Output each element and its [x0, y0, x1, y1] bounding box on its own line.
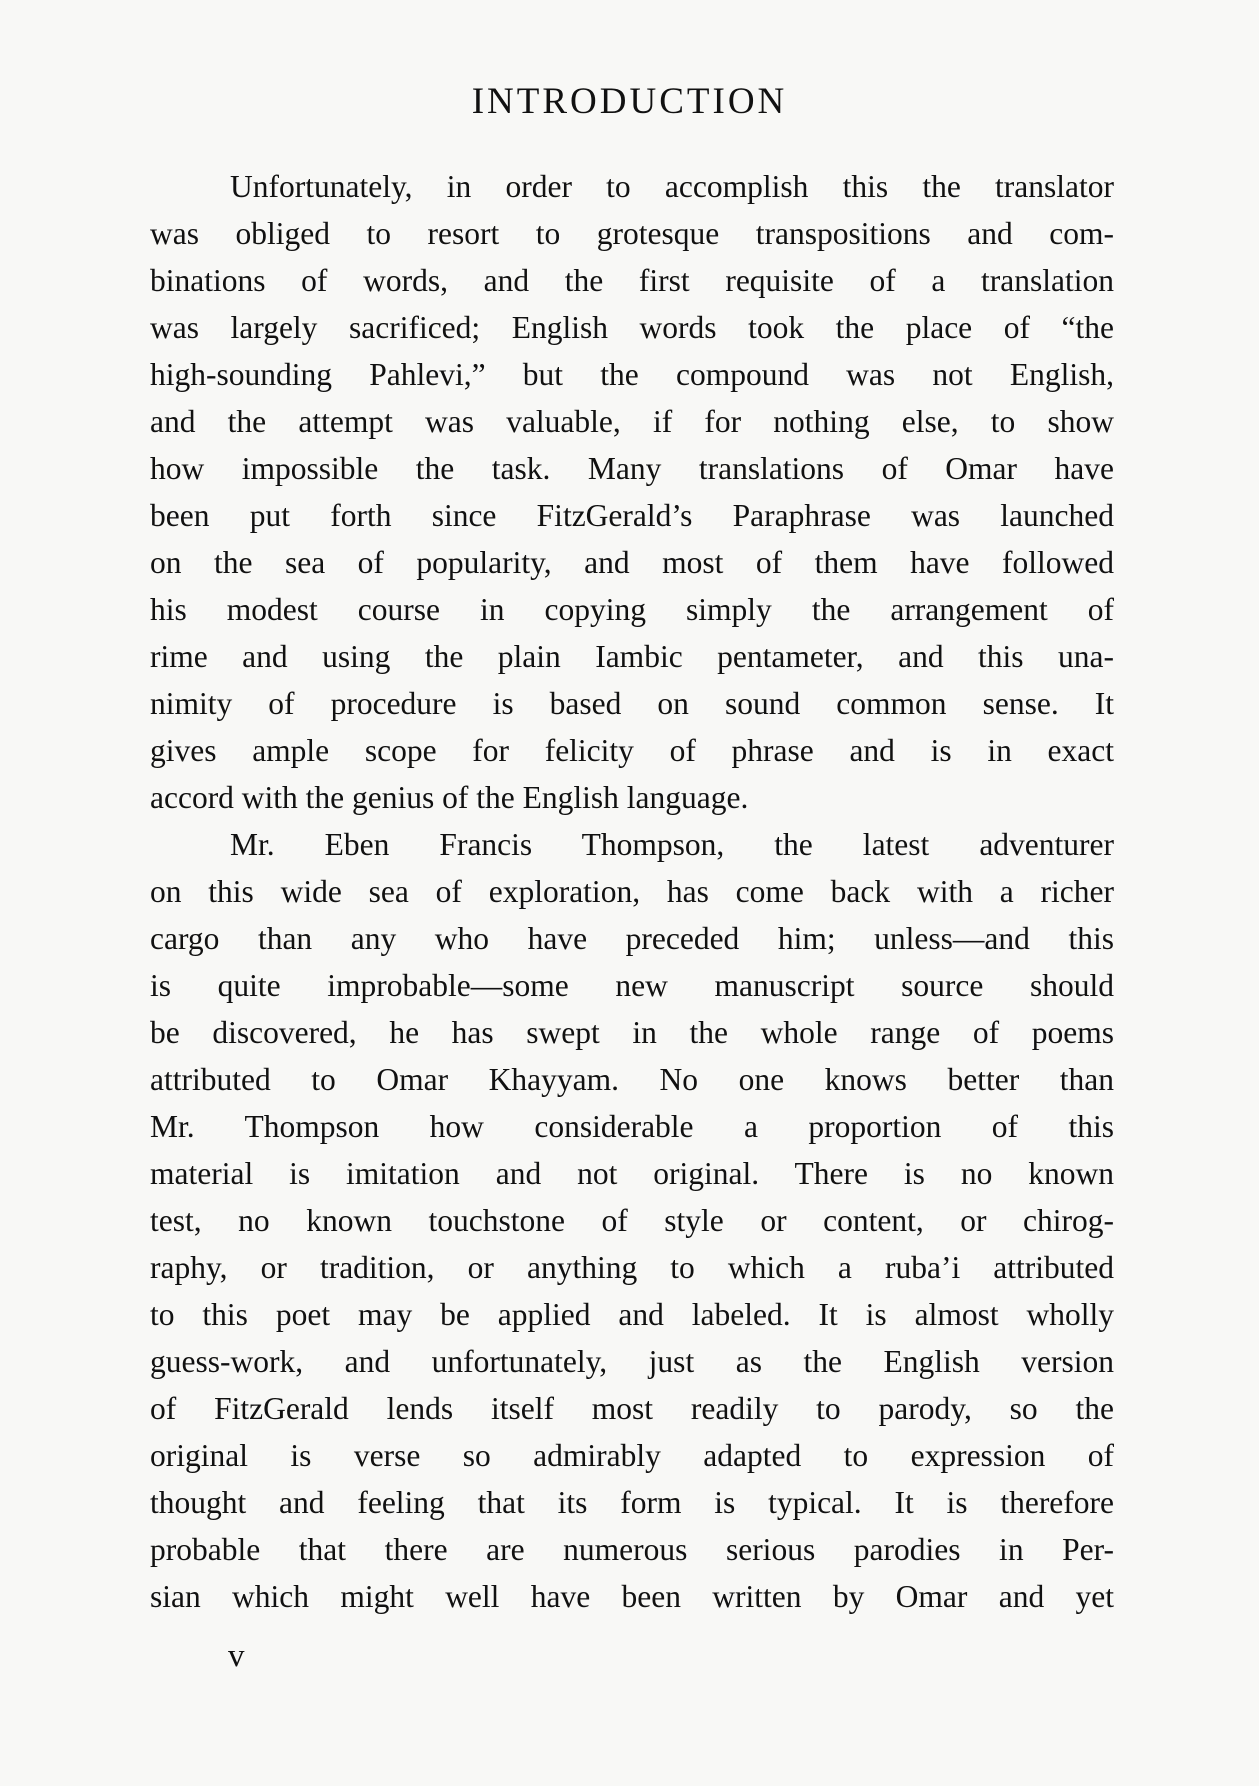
- page-number: v: [228, 1638, 245, 1674]
- text-line: binations of words, and the first requisite of a translation: [150, 263, 1114, 298]
- text-line: is quite improbable—some new manuscript source should: [150, 968, 1114, 1003]
- text-line: raphy, or tradition, or anything to which a ruba’i attributed: [150, 1250, 1114, 1285]
- text-line: sian which might well have been written by Omar and yet: [150, 1579, 1114, 1614]
- text-line: how impossible the task. Many translations of Omar have: [150, 451, 1114, 486]
- text-line: on this wide sea of exploration, has come back with a richer: [150, 874, 1114, 909]
- text-line: guess-work, and unfortunately, just as the English version: [150, 1344, 1114, 1379]
- text-line: original is verse so admirably adapted to expression of: [150, 1438, 1114, 1473]
- text-line: gives ample scope for felicity of phrase and is in exact: [150, 733, 1114, 768]
- text-line: was largely sacrificed; English words took the place of “the: [150, 310, 1114, 345]
- text-line: Mr. Eben Francis Thompson, the latest adventurer: [230, 827, 1114, 862]
- text-line: attributed to Omar Khayyam. No one knows better than: [150, 1062, 1114, 1097]
- text-line: high-sounding Pahlevi,” but the compound was not English,: [150, 357, 1114, 392]
- text-line: on the sea of popularity, and most of them have followed: [150, 545, 1114, 580]
- text-line: thought and feeling that its form is typical. It is therefore: [150, 1485, 1114, 1520]
- text-line: his modest course in copying simply the arrangement of: [150, 592, 1114, 627]
- text-line: probable that there are numerous serious parodies in Per-: [150, 1532, 1114, 1567]
- text-line: was obliged to resort to grotesque transpositions and com-: [150, 216, 1114, 251]
- text-line: material is imitation and not original. There is no known: [150, 1156, 1114, 1191]
- body-text: [150, 163, 1114, 1620]
- text-line: Unfortunately, in order to accomplish this the translator: [230, 169, 1114, 204]
- text-line: of FitzGerald lends itself most readily to parody, so the: [150, 1391, 1114, 1426]
- text-line: nimity of procedure is based on sound common sense. It: [150, 686, 1114, 721]
- text-line: Mr. Thompson how considerable a proportion of this: [150, 1109, 1114, 1144]
- text-line: accord with the genius of the English language.: [150, 780, 749, 815]
- running-head-title: INTRODUCTION: [471, 81, 788, 122]
- text-line: test, no known touchstone of style or content, or chirog-: [150, 1203, 1114, 1238]
- text-line: and the attempt was valuable, if for nothing else, to show: [150, 404, 1114, 439]
- text-line: be discovered, he has swept in the whole range of poems: [150, 1015, 1114, 1050]
- text-line: been put forth since FitzGerald’s Paraphrase was launched: [150, 498, 1114, 533]
- text-line: cargo than any who have preceded him; unless—and this: [150, 921, 1114, 956]
- text-line: rime and using the plain Iambic pentameter, and this una-: [150, 639, 1114, 674]
- text-line: to this poet may be applied and labeled. It is almost wholly: [150, 1297, 1114, 1332]
